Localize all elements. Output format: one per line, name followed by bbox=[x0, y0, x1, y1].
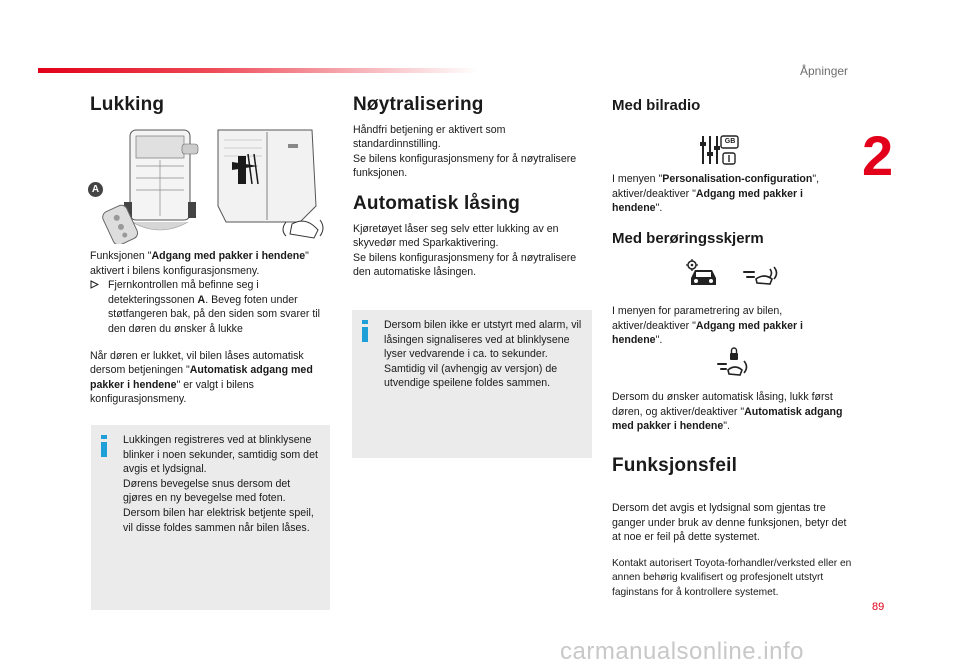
gb-badge: GB bbox=[724, 138, 736, 145]
heading-touch-wrap bbox=[612, 232, 852, 247]
column-lukking bbox=[90, 94, 330, 115]
watermark: carmanualsonline.info bbox=[560, 638, 804, 665]
lukking-bullet-text: Fjernkontrollen må befinne seg i detekteringssonen A. Beveg foten under støtfangeren bak, på den siden som svarer til den døren du ønsker å lukke bbox=[108, 279, 320, 335]
van-rear-illustration bbox=[92, 126, 328, 244]
automatisk-lasing-text: Kjøretøyet låser seg selv etter lukking av en skyvedør med Sparkaktivering. Se bilens konfigurasjonsmeny for å nøytralisere den automatiske låsingen. bbox=[353, 222, 577, 279]
funksjonsfeil-text: Dersom det avgis et lydsignal som gjentas tre ganger under bruk av denne funksjonen, betyr det at noe er feil på dette systemet. bbox=[612, 502, 847, 544]
info-text-lukking: Lukkingen registreres ved at blinklysene blinker i noen sekunder, samtidig som det avgis et lydsignal. Dørens bevegelse snus dersom det gjøres en ny bevegelse med foten. Dersom bilen har elektrisk betjente speil, vil disse foldes sammen når bilen låses. bbox=[123, 434, 318, 534]
column-lukking-body bbox=[90, 249, 330, 419]
zone-a-marker: A bbox=[88, 182, 103, 197]
lukking-bullet bbox=[90, 278, 330, 336]
info-box-lukking bbox=[91, 425, 330, 610]
bilradio-text: I menyen "Personalisation-configuration", aktiver/deaktiver "Adgang med pakker i hendene". bbox=[612, 173, 820, 215]
heading-automatisk-lasing: Automatisk låsing bbox=[353, 192, 521, 214]
foot-kick-icon bbox=[742, 263, 782, 287]
contact-dealer-text: Kontakt autorisert Toyota-forhandler/verksted eller en annen behørig kvalifisert og profesjonelt utstyrt faginstans for å kontrollere systemet. bbox=[612, 557, 852, 598]
car-settings-icon bbox=[686, 258, 720, 288]
info-box-alarm bbox=[352, 310, 592, 458]
arrow-bullet-icon bbox=[90, 278, 100, 336]
heading-funksjonsfeil: Funksjonsfeil bbox=[612, 455, 738, 476]
heading-noytralisering: Nøytralisering bbox=[353, 94, 484, 115]
noytralisering-text: Håndfri betjening er aktivert som standardinnstilling. Se bilens konfigurasjonsmeny for å nøytralisere funksjonen. bbox=[353, 123, 577, 180]
chapter-number: 2 bbox=[862, 124, 894, 187]
heading-lukking: Lukking bbox=[90, 94, 165, 115]
auto-lock-text: Dersom du ønsker automatisk låsing, lukk først døren, og aktiver/deaktiver "Automatisk adgang med pakker i hendene". bbox=[612, 391, 843, 433]
funksjonsfeil-body bbox=[612, 501, 852, 613]
heading-med-beroringsskjerm: Med berøringsskjerm bbox=[612, 230, 764, 247]
info-text-alarm: Dersom bilen ikke er utstyrt med alarm, vil låsingen signaliseres ved at blinklysene lyser vedvarende i ca. to sekunder. Samtidig vil (avhengig av versjon) de utvendige speilene foldes sammen. bbox=[384, 319, 582, 390]
settings-sliders-icon bbox=[700, 134, 740, 166]
touch-text: I menyen for parametrering av bilen, aktiver/deaktiver "Adgang med pakker i hendene". bbox=[612, 305, 803, 347]
lukking-after-close: Når døren er lukket, vil bilen låses automatisk dersom betjeningen "Automatisk adgang med pakker i hendene" er valgt i bilens konfigurasjonsmeny. bbox=[90, 349, 313, 406]
heading-bilradio-wrap bbox=[612, 99, 852, 114]
column-noytralisering bbox=[353, 94, 593, 292]
auto-lock-text-wrap bbox=[612, 390, 852, 446]
page-number: 89 bbox=[872, 601, 885, 613]
section-title: Åpninger bbox=[800, 64, 849, 78]
info-icon bbox=[361, 320, 369, 342]
heading-med-bilradio: Med bilradio bbox=[612, 97, 701, 114]
top-accent-bar bbox=[38, 68, 478, 73]
info-icon bbox=[100, 435, 108, 457]
lukking-intro: Funksjonen "Adgang med pakker i hendene" aktivert i bilens konfigurasjonsmeny. bbox=[90, 250, 309, 277]
bilradio-text-wrap bbox=[612, 172, 848, 228]
lock-foot-icon bbox=[716, 347, 750, 377]
heading-funksjonsfeil-wrap bbox=[612, 455, 852, 476]
